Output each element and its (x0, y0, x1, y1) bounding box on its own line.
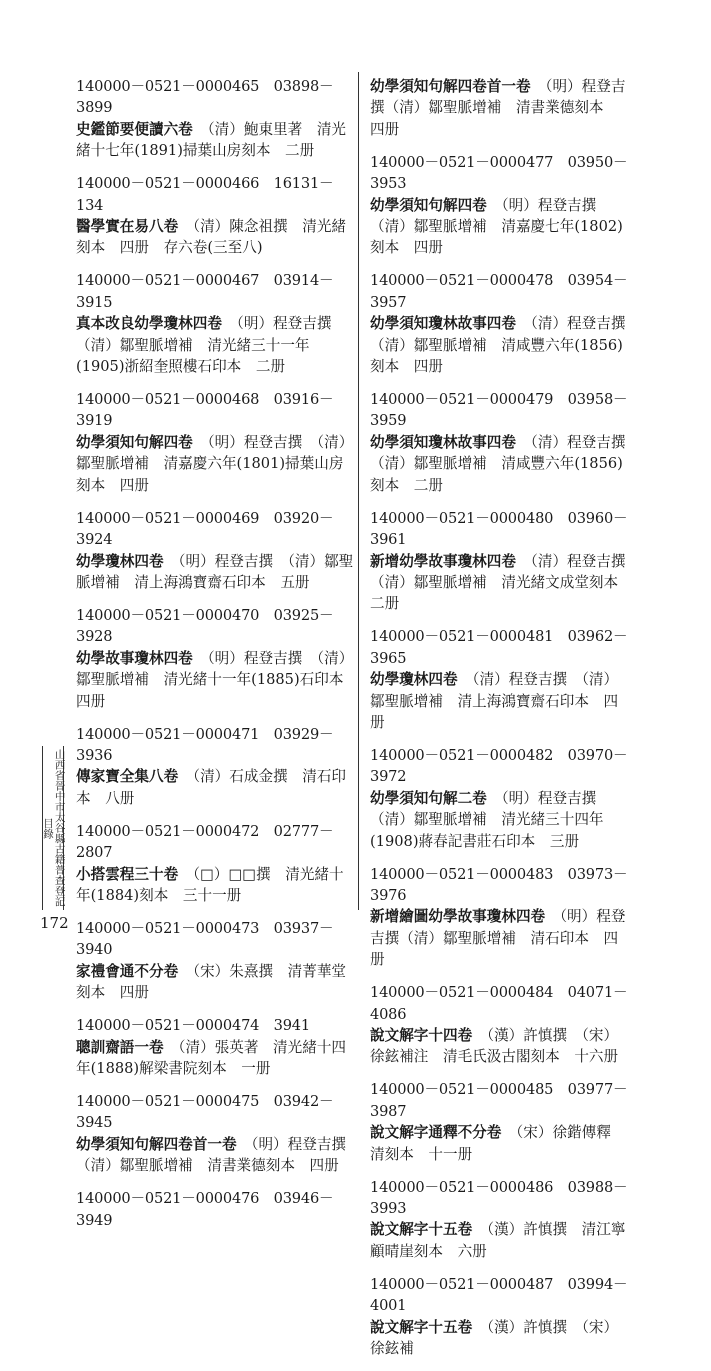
catalog-entry (370, 864, 632, 971)
entry-code: 140000－0521－0000474 3941 (76, 1017, 310, 1035)
entry-title: 家禮會通不分卷 (76, 962, 179, 980)
entry-code: 140000－0521－0000484 04071－4086 (370, 984, 628, 1023)
entry-body: （清）程登吉撰 （清）鄒聖脈增補 清上海鴻寶齋石印本 四册 (370, 671, 619, 731)
entry-text (76, 648, 359, 712)
entry-title: 幼學須知瓊林故事四卷 (370, 433, 516, 451)
entry-title: 醫學實在易八卷 (76, 218, 179, 236)
entry-text (76, 216, 354, 259)
entry-text (370, 1317, 632, 1360)
entry-body: （明）程登吉撰 （清）鄒聖脈增補 清嘉慶六年(1801)掃葉山房刻本 四册 (76, 433, 354, 494)
catalog-entry (76, 724, 354, 810)
catalog-entry (370, 1274, 632, 1360)
catalog-entry (76, 270, 354, 377)
entry-text (370, 1122, 632, 1165)
entry-body: （□）□□撰 清光緒十年(1884)刻本 三十一册 (76, 865, 344, 904)
catalog-entry (76, 1091, 354, 1177)
entry-code: 140000－0521－0000477 03950－3953 (370, 153, 628, 193)
entry-text (76, 1037, 354, 1080)
entry-body: （明）程登吉撰（清）鄒聖脈增補 清書業德刻本 四册 (370, 78, 626, 138)
entry-body: （清）程登吉撰（清）鄒聖脈增補 清咸豐六年(1856)刻本 四册 (370, 315, 626, 376)
entry-title: 新增幼學故事瓊林四卷 (370, 552, 516, 570)
entry-code: 140000－0521－0000485 03977－3987 (370, 1081, 628, 1120)
entry-text (370, 1025, 632, 1068)
entry-title: 幼學故事瓊林四卷 (76, 649, 193, 667)
entry-text (370, 906, 632, 970)
entry-body: （宋）朱熹撰 清菁華堂刻本 四册 (76, 962, 347, 1002)
entry-code: 140000－0521－0000468 03916－3919 (76, 391, 334, 430)
entry-code: 140000－0521－0000466 16131－134 (76, 175, 334, 214)
entry-body: （漢）許慎撰 清江寧顧晴崖刻本 六册 (370, 1221, 626, 1260)
catalog-entry (370, 626, 632, 733)
catalog-entry (370, 152, 632, 259)
catalog-entry (370, 389, 632, 496)
entry-body: （明）程登吉撰（清）鄒聖脈增補 清書業德刻本 四册 (76, 1135, 347, 1175)
entry-body: （清）程登吉撰（清）鄒聖脈增補 清咸豐六年(1856)刻本 二册 (370, 433, 626, 494)
catalog-entry (370, 1177, 632, 1263)
catalog-entry (76, 76, 354, 162)
column-divider (358, 72, 359, 910)
entry-body: （明）程登吉撰 （清）鄒聖脈增補 清光緒十一年(1885)石印本 四册 (76, 649, 359, 710)
entry-title: 幼學須知句解四卷首一卷 (370, 78, 531, 95)
entry-title: 傳家寶全集八卷 (76, 768, 179, 786)
entry-title: 幼學須知句解四卷首一卷 (76, 1135, 237, 1153)
entry-text (370, 788, 632, 852)
catalog-entry (370, 270, 632, 377)
entry-title: 聰訓齋語一卷 (76, 1038, 164, 1056)
entry-code: 140000－0521－0000469 03920－3924 (76, 509, 334, 549)
entry-code: 140000－0521－0000481 03962－3965 (370, 628, 628, 667)
entry-text (370, 669, 632, 733)
entry-text (76, 864, 354, 907)
entry-text (76, 119, 354, 162)
catalog-entry (370, 982, 632, 1068)
entry-text (370, 195, 632, 259)
entry-body: （明）程登吉撰（清）鄒聖脈增補 清光緒三十一年(1905)浙紹奎照樓石印本 二册 (76, 315, 332, 376)
entry-body: （明）程登吉撰（清）鄒聖脈增補 清石印本 四册 (370, 908, 626, 969)
entry-body: （清）陳念祖撰 清光緒刻本 四册 存六卷(三至八) (76, 218, 347, 257)
entry-code: 140000－0521－0000478 03954－3957 (370, 272, 628, 311)
entry-title: 幼學瓊林四卷 (76, 552, 164, 570)
catalog-entry (76, 1015, 354, 1079)
entry-body: （漢）許慎撰 （宋）徐鉉補注 清毛氏汲古閣刻本 十六册 (370, 1027, 619, 1066)
entry-code: 140000－0521－0000486 03988－3993 (370, 1178, 628, 1218)
entry-title: 小搭雲程三十卷 (76, 865, 179, 883)
entry-title: 幼學須知瓊林故事四卷 (370, 315, 516, 333)
entry-body: （宋）徐鍇傳釋 清刻本 十一册 (370, 1124, 626, 1163)
entry-code: 140000－0521－0000475 03942－3945 (76, 1093, 334, 1132)
entry-text (76, 1134, 354, 1177)
entry-code: 140000－0521－0000482 03970－3972 (370, 746, 628, 786)
entry-title: 幼學瓊林四卷 (370, 671, 458, 689)
entry-code: 140000－0521－0000476 03946－3949 (76, 1190, 334, 1229)
entry-code: 140000－0521－0000479 03958－3959 (370, 391, 628, 430)
catalog-entry (76, 918, 354, 1004)
entry-text (370, 551, 632, 615)
entry-title: 幼學須知句解四卷 (76, 433, 193, 451)
catalog-entry (370, 76, 632, 140)
entry-text (370, 76, 632, 140)
catalog-entry (370, 745, 632, 852)
entry-body: （明）程登吉撰 （清）鄒聖脈增補 清上海鴻寶齋石印本 五册 (76, 552, 354, 591)
entry-text (370, 1219, 632, 1262)
entry-title: 真本改良幼學瓊林四卷 (76, 315, 222, 333)
entry-code: 140000－0521－0000470 03925－3928 (76, 606, 334, 646)
catalog-entry (76, 821, 354, 907)
entry-code: 140000－0521－0000473 03937－3940 (76, 919, 334, 959)
entry-body: （清）程登吉撰（清）鄒聖脈增補 清光緒文成堂刻本 二册 (370, 552, 633, 613)
entry-text (76, 551, 354, 594)
entry-body: （漢）許慎撰 （宋）徐鉉補 (370, 1318, 619, 1358)
entry-title: 說文解字十四卷 (370, 1027, 473, 1044)
running-title: 山西省晉中市太谷縣古籍普查登記目錄 (42, 746, 64, 910)
catalog-entry (76, 389, 354, 496)
entry-text (76, 432, 354, 496)
entry-title: 說文解字通釋不分卷 (370, 1124, 502, 1142)
entry-code: 140000－0521－0000472 02777－2807 (76, 822, 334, 862)
entry-text (76, 313, 354, 377)
entry-title: 幼學須知句解二卷 (370, 789, 487, 807)
catalog-entry (370, 1079, 632, 1165)
catalog-entry (370, 508, 632, 615)
entry-body: （明）程登吉撰 （清）鄒聖脈增補 清嘉慶七年(1802)刻本 四册 (370, 196, 623, 257)
catalog-entry (76, 508, 354, 594)
entry-title: 說文解字十五卷 (370, 1318, 473, 1336)
entry-body: （清）張英著 清光緒十四年(1888)解梁書院刻本 一册 (76, 1038, 347, 1077)
right-column (370, 76, 632, 1371)
entry-text (76, 766, 354, 809)
entry-title: 史鑑節要便讀六卷 (76, 120, 193, 138)
entry-code: 140000－0521－0000471 03929－3936 (76, 725, 334, 764)
catalog-entry (76, 1188, 354, 1231)
entry-code: 140000－0521－0000480 03960－3961 (370, 509, 628, 549)
entry-body: （明）程登吉撰 （清）鄒聖脈增補 清光緒三十四年(1908)蔣春記書莊石印本 三册 (370, 789, 611, 850)
entry-title: 幼學須知句解四卷 (370, 196, 487, 214)
entry-text (370, 313, 632, 377)
entry-code: 140000－0521－0000467 03914－3915 (76, 272, 334, 311)
catalog-entry (76, 173, 354, 259)
entry-code: 140000－0521－0000487 03994－4001 (370, 1275, 628, 1315)
entry-text (76, 961, 354, 1004)
entry-body: （清）石成金撰 清石印本 八册 (76, 768, 347, 807)
entry-code: 140000－0521－0000465 03898－3899 (76, 78, 334, 117)
entry-title: 說文解字十五卷 (370, 1221, 473, 1239)
entry-code: 140000－0521－0000483 03973－3976 (370, 865, 628, 904)
catalog-entry (76, 605, 359, 712)
entry-title: 新增繪圖幼學故事瓊林四卷 (370, 908, 546, 926)
entry-text (370, 432, 632, 496)
entry-body: （清）鮑東里著 清光緒十七年(1891)掃葉山房刻本 二册 (76, 120, 347, 160)
page-number: 172 (40, 914, 69, 932)
left-column (76, 76, 359, 1243)
